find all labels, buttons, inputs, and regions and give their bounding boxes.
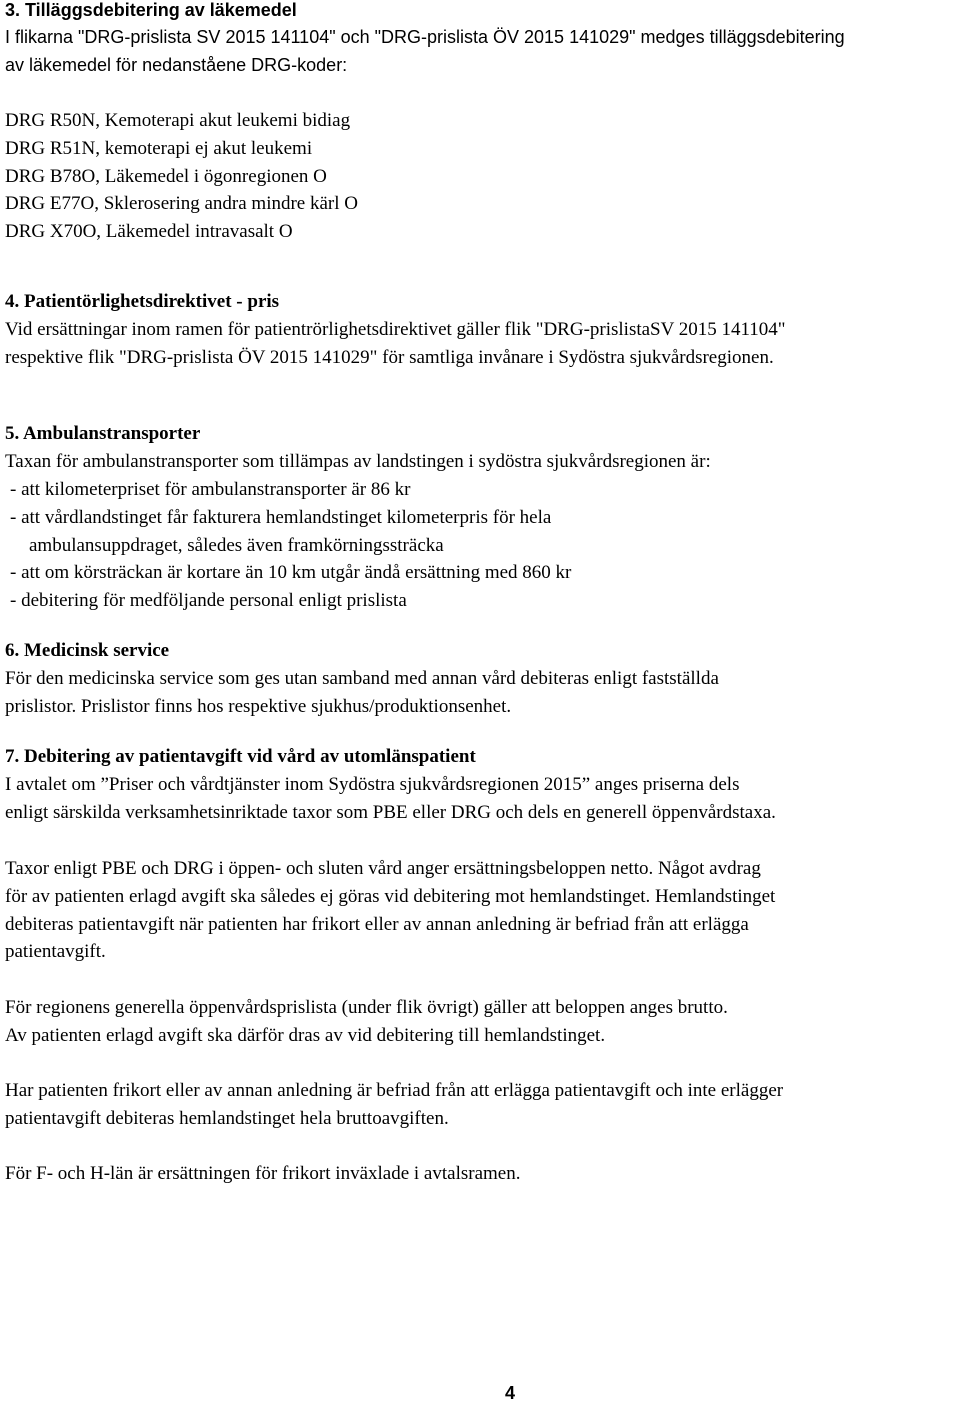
text-line: I flikarna "DRG-prislista SV 2015 141104" och "DRG-prislista ÖV 2015 141029" medges tilläggsdebitering xyxy=(5,27,845,47)
drg-code-item: DRG E77O, Sklerosering andra mindre kärl O xyxy=(5,193,359,215)
section-6-heading: 6. Medicinsk service xyxy=(5,640,170,661)
text-line: respektive flik "DRG-prislista ÖV 2015 141029" för samtliga invånare i Sydöstra sjukvårdsregionen. xyxy=(5,346,774,368)
text-line: Taxor enligt PBE och DRG i öppen- och sluten vård anger ersättningsbeloppen netto. Något avdrag xyxy=(5,858,761,879)
section-7-para-5 xyxy=(5,1160,960,1188)
text-line: för av patienten erlagd avgift ska således ej göras vid debitering mot hemlandstinget. Hemlandstinget xyxy=(5,885,776,907)
list-item: - debitering för medföljande personal enligt prislista xyxy=(10,590,407,612)
section-7-para-4 xyxy=(5,1077,960,1133)
text-line: av läkemedel för nedanståene DRG-koder: xyxy=(5,54,348,75)
list-item: - att vårdlandstinget får fakturera hemlandstinget kilometerpris för hela xyxy=(10,506,552,528)
section-4-body xyxy=(5,316,960,372)
text-line: prislistor. Prislistor finns hos respektive sjukhus/produktionsenhet. xyxy=(5,695,512,717)
drg-code-item: DRG X70O, Läkemedel intravasalt O xyxy=(5,221,293,243)
drg-code-item: DRG R50N, Kemoterapi akut leukemi bidiag xyxy=(5,110,351,131)
text-line: enligt särskilda verksamhetsinriktade taxor som PBE eller DRG och dels en generell öppenvårdstaxa. xyxy=(5,801,776,823)
text-line: Av patienten erlagd avgift ska därför dras av vid debitering till hemlandstinget. xyxy=(5,1024,606,1046)
drg-code-list xyxy=(5,107,960,246)
list-item: - att om körsträckan är kortare än 10 km utgår ändå ersättning med 860 kr xyxy=(10,562,572,584)
list-item: - att kilometerpriset för ambulanstransporter är 86 kr xyxy=(10,479,411,500)
section-4-heading: 4. Patientörlighetsdirektivet - pris xyxy=(5,291,280,312)
section-6-body xyxy=(5,665,960,721)
section-5-list xyxy=(10,476,960,615)
text-line: Har patienten frikort eller av annan anledning är befriad från att erlägga patientavgift och inte erlägger xyxy=(5,1080,784,1101)
page-number: 4 xyxy=(505,1383,516,1403)
text-line: I avtalet om ”Priser och vårdtjänster inom Sydöstra sjukvårdsregionen 2015” anges priserna dels xyxy=(5,774,740,795)
section-7-heading: 7. Debitering av patientavgift vid vård av utomlänspatient xyxy=(5,746,476,767)
text-line: debiteras patientavgift när patienten har frikort eller av annan anledning är befriad från att erlägga xyxy=(5,913,749,935)
text-line: Vid ersättningar inom ramen för patientrörlighetsdirektivet gäller flik "DRG-prislistaSV 2015 141104" xyxy=(5,319,786,340)
section-3-intro xyxy=(5,24,960,80)
section-7-para-1 xyxy=(5,771,960,827)
text-line: patientavgift. xyxy=(5,941,106,963)
text-line: För F- och H-län är ersättningen för frikort inväxlade i avtalsramen. xyxy=(5,1163,521,1184)
text-line: För regionens generella öppenvårdsprislista (under flik övrigt) gäller att beloppen anges brutto. xyxy=(5,997,728,1018)
drg-code-item: DRG B78O, Läkemedel i ögonregionen O xyxy=(5,165,327,187)
section-3-heading: 3. Tilläggsdebitering av läkemedel xyxy=(5,0,297,20)
list-item-continuation: ambulansuppdraget, således även framkörningssträcka xyxy=(29,534,444,556)
text-line: För den medicinska service som ges utan samband med annan vård debiteras enligt fastställda xyxy=(5,668,719,689)
section-7-para-3 xyxy=(5,994,960,1050)
drg-code-item: DRG R51N, kemoterapi ej akut leukemi xyxy=(5,137,313,159)
section-7-para-2 xyxy=(5,855,960,966)
text-line: patientavgift debiteras hemlandstinget hela bruttoavgiften. xyxy=(5,1107,449,1129)
section-5-heading: 5. Ambulanstransporter xyxy=(5,423,201,444)
section-5-intro: Taxan för ambulanstransporter som tillämpas av landstingen i sydöstra sjukvårdsregionen är: xyxy=(5,451,711,472)
